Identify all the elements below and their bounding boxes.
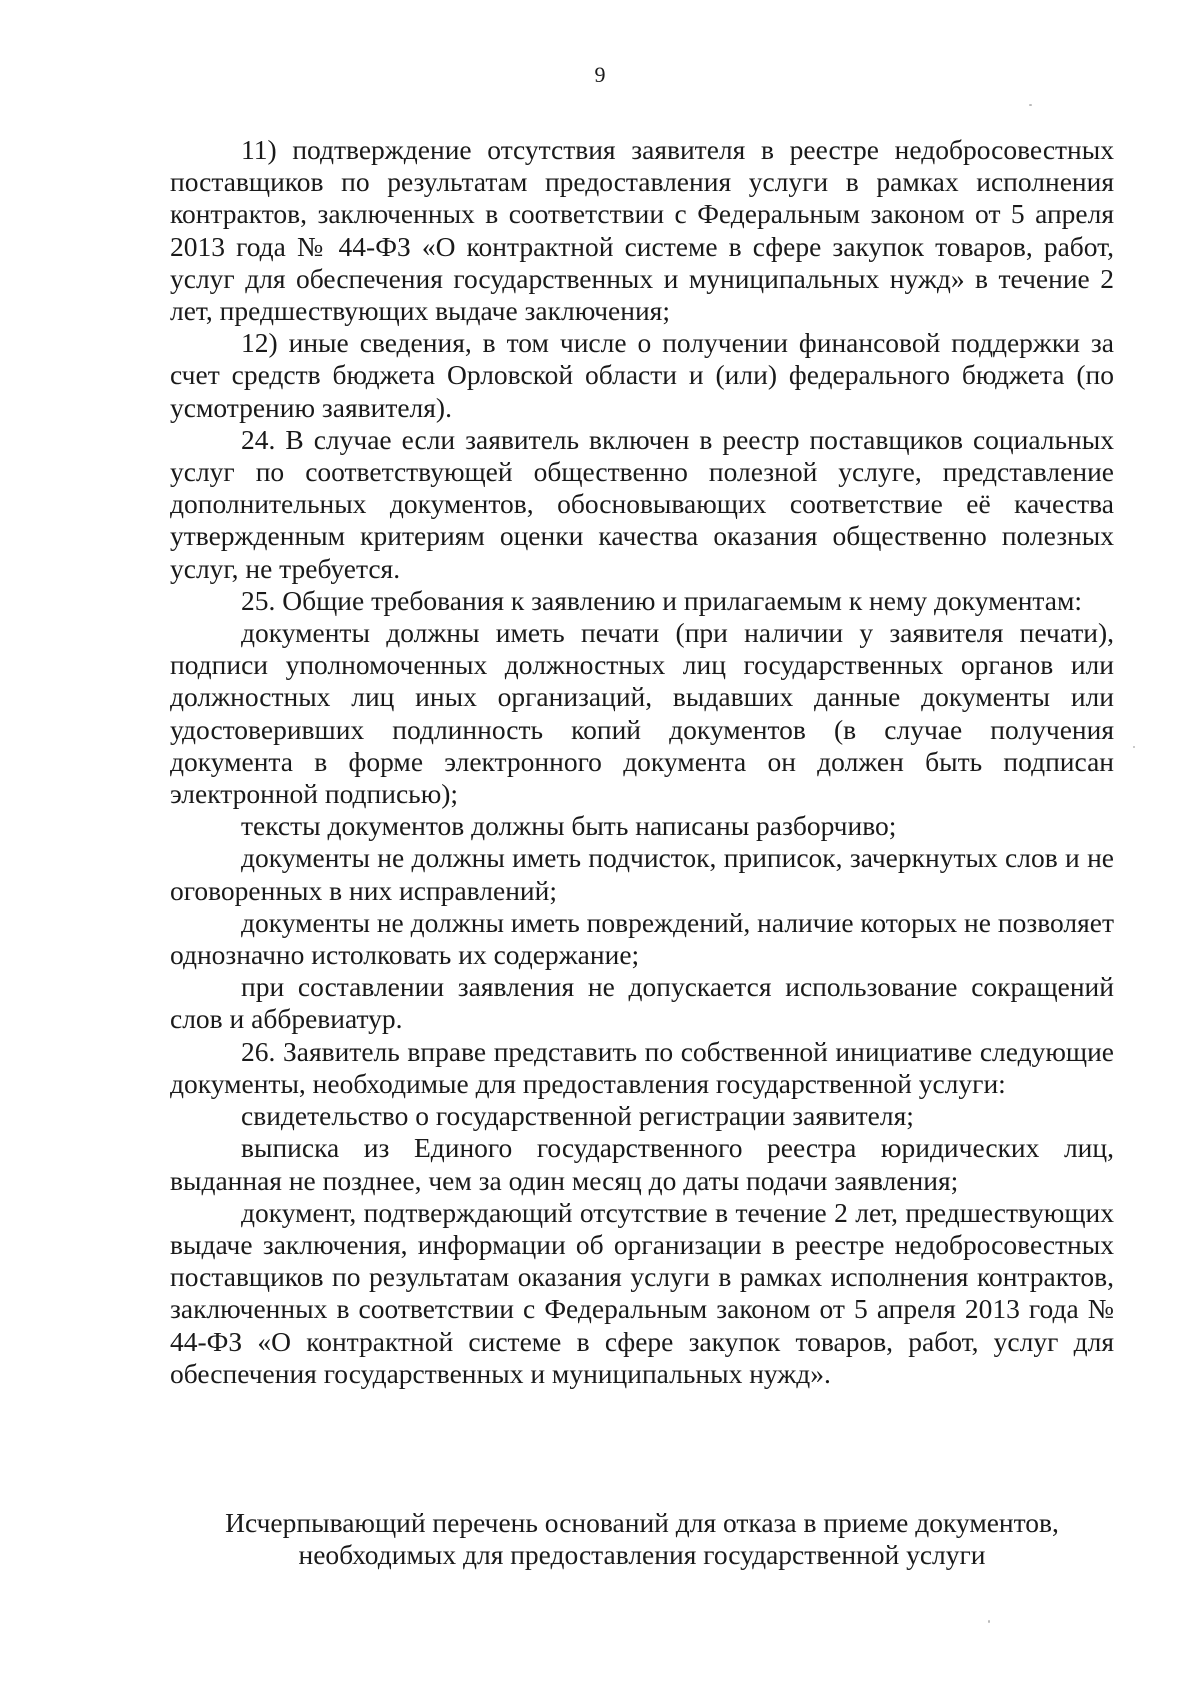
paragraph-clause-26: 26. Заявитель вправе представить по собственной инициативе следующие документы, необходимые для предоставления государственной услуги: xyxy=(170,1035,1114,1099)
paragraph-doc-registration: свидетельство о государственной регистрации заявителя; xyxy=(241,1100,914,1132)
paragraph-clause-25: 25. Общие требования к заявлению и прилагаемым к нему документам: xyxy=(241,584,1083,616)
document-body xyxy=(170,134,1114,1390)
paragraph-doc-egrul-extract: выписка из Единого государственного реестра юридических лиц, выданная не позднее, чем за один месяц до даты подачи заявления; xyxy=(170,1132,1114,1196)
paragraph-requirement-legible: тексты документов должны быть написаны разборчиво; xyxy=(241,810,897,842)
section-heading xyxy=(150,1507,1134,1571)
paragraph-item-12: 12) иные сведения, в том числе о получении финансовой поддержки за счет средств бюджета Орловской области и (или) федерального бюджета (по усмотрению заявителя). xyxy=(170,327,1114,423)
paragraph-requirement-no-abbreviations: при составлении заявления не допускается использование сокращений слов и аббревиатур. xyxy=(170,971,1114,1035)
paragraph-requirement-no-damage: документы не должны иметь повреждений, наличие которых не позволяет однозначно истолковать их содержание; xyxy=(170,906,1114,971)
paragraph-item-11: 11) подтверждение отсутствия заявителя в реестре недобросовестных поставщиков по результатам предоставления услуги в рамках исполнения контрактов, заключенных в соответствии с Федеральным законом от 5 апреля 2013 года № 44-ФЗ «О контрактной системе в сфере закупок товаров, работ, услуг для обеспечения государственных и муниципальных нужд» в течение 2 лет, предшествующих выдаче заключения; xyxy=(170,134,1114,327)
paragraph-requirement-seals: документы должны иметь печати (при наличии у заявителя печати), подписи уполномоченных должностных лиц государственных органов или должностных лиц иных организаций, выдавших данные документы или удостоверивших подлинность копий документов (в случае получения документа в форме электронного документа он должен быть подписан электронной подписью); xyxy=(170,617,1114,810)
paragraph-doc-registry-absence: документ, подтверждающий отсутствие в течение 2 лет, предшествующих выдаче заключения, информации об организации в реестре недобросовестных поставщиков по результатам оказания услуги в рамках исполнения контрактов, заключенных в соответствии с Федеральным законом от 5 апреля 2013 года № 44-ФЗ «О контрактной системе в сфере закупок товаров, работ, услуг для обеспечения государственных и муниципальных нужд». xyxy=(170,1196,1114,1389)
scan-speck xyxy=(988,1620,990,1623)
scan-speck xyxy=(1133,746,1135,748)
paragraph-requirement-no-erasures: документы не должны иметь подчисток, приписок, зачеркнутых слов и не оговоренных в них исправлений; xyxy=(170,842,1114,906)
page-number: 9 xyxy=(594,62,606,87)
paragraph-clause-24: 24. В случае если заявитель включен в реестр поставщиков социальных услуг по соответствующей общественно полезной услуге, представление дополнительных документов, обосновывающих соответствие её качества утвержденным критериям оценки качества оказания общественно полезных услуг, не требуется. xyxy=(170,423,1114,584)
section-heading-line-1: Исчерпывающий перечень оснований для отказа в приеме документов, xyxy=(225,1507,1059,1538)
scan-speck xyxy=(1029,104,1032,106)
section-heading-line-2: необходимых для предоставления государственной услуги xyxy=(298,1539,986,1570)
